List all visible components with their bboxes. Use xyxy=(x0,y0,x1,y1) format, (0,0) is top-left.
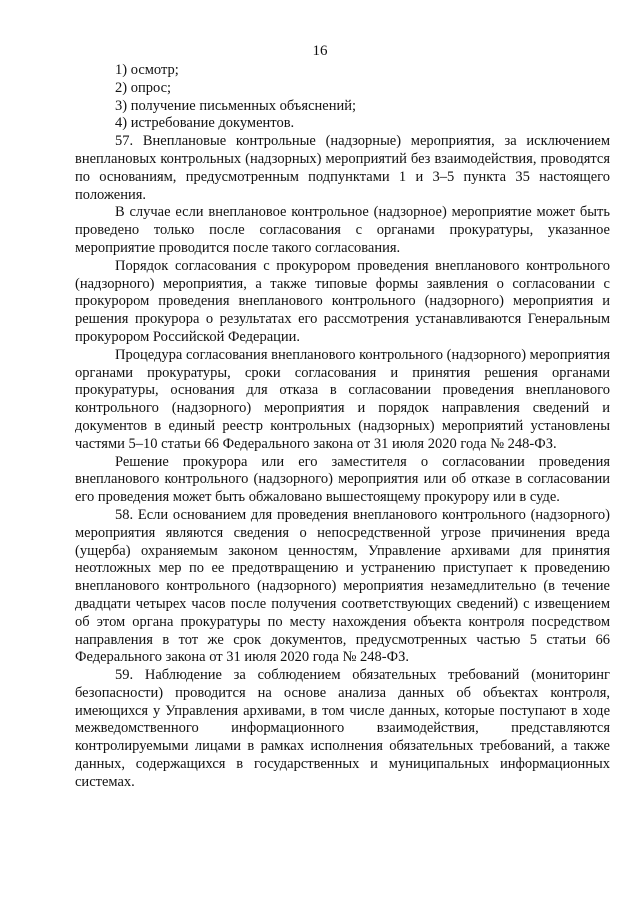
list-item-survey: 2) опрос; xyxy=(115,79,172,96)
paragraph-approval-procedure: Порядок согласования с прокурором проведения внепланового контрольного (надзорного) мероприятия, а также типовые формы заявления о согласовании с прокурором проведения внепланового контрольного (надзорного) мероприятия и решения прокурора о результатах его рассмотрения устанавливаются Генеральным прокурором Российской Федерации. xyxy=(75,257,610,345)
list-item-inspection: 1) осмотр; xyxy=(115,62,179,78)
paragraph-prosecutor-approval: В случае если внеплановое контрольное (надзорное) мероприятие может быть проведено только после согласования с органами прокуратуры, указанное мероприятие проводится после такого согласования. xyxy=(75,204,610,256)
paragraph-57: 57. Внеплановые контрольные (надзорные) мероприятия, за исключением внеплановых контрольных (надзорных) мероприятий без взаимодействия, проводятся по основаниям, предусмотренным подпунктами 1 и 3–5 пункта 35 настоящего положения. xyxy=(75,133,610,203)
page-number: 16 xyxy=(312,43,328,59)
paragraph-59: 59. Наблюдение за соблюдением обязательных требований (мониторинг безопасности) проводится на основе анализа данных об объектах контроля, имеющихся у Управления архивами, в том числе данных, которые поступают в ходе межведомственного информационного взаимодействия, представляются контролируемыми лицами в рамках исполнения обязательных требований, а также данных, содержащихся в государственных и муниципальных информационных системах. xyxy=(75,667,610,790)
document-body xyxy=(75,62,610,792)
paragraph-58: 58. Если основанием для проведения внепланового контрольного (надзорного) мероприятия являются сведения о непосредственной угрозе причинения вреда (ущерба) охраняемым законом ценностям, Управление архивами для принятия неотложных мер по ее предотвращению и устранению приступает к проведению внепланового контрольного (надзорного) мероприятия незамедлительно (в течение двадцати четырех часов после получения соответствующих сведений) с извещением об этом органа прокуратуры по месту нахождения объекта контроля посредством направления в тот же срок документов, предусмотренных частью 5 статьи 66 Федерального закона от 31 июля 2020 года № 248-ФЗ. xyxy=(75,506,610,666)
paragraph-appeal: Решение прокурора или его заместителя о согласовании проведения внепланового контрольного (надзорного) мероприятия или об отказе в согласовании его проведения может быть обжаловано вышестоящему прокурору или в суде. xyxy=(75,453,610,506)
list-item-written-explanations: 3) получение письменных объяснений; xyxy=(115,97,357,114)
list-item-document-request: 4) истребование документов. xyxy=(115,115,295,132)
paragraph-approval-terms: Процедура согласования внепланового контрольного (надзорного) мероприятия органами прокуратуры, сроки согласования и принятия решения органами прокуратуры, основания для отказа в согласовании проведения внепланового контрольного (надзорного) мероприятия и порядок направления сведений и документов в единый реестр контрольных (надзорных) мероприятий установлены частями 5–10 статьи 66 Федерального закона от 31 июля 2020 года № 248-ФЗ. xyxy=(75,346,610,452)
